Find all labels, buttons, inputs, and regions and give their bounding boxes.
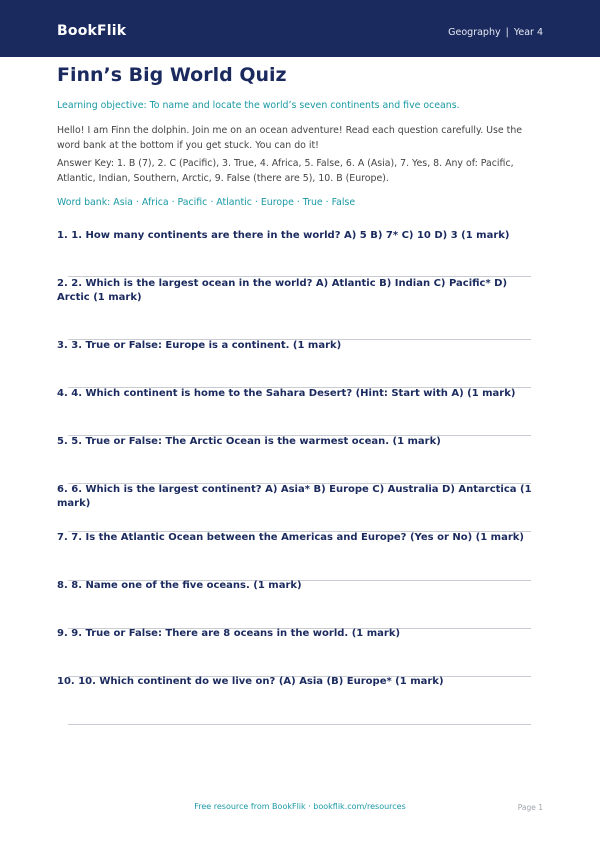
- year-label: Year 4: [513, 27, 543, 38]
- question-4: 4. 4. Which continent is home to the Sahara Desert? (Hint: Start with A) (1 mark): [57, 388, 516, 399]
- word-bank: Word bank: Asia · Africa · Pacific · Atlantic · Europe · True · False: [57, 197, 356, 208]
- question-8: 8. 8. Name one of the five oceans. (1 mark): [57, 580, 302, 591]
- answer-key: Answer Key: 1. B (7), 2. C (Pacific), 3. True, 4. Africa, 5. False, 6. A (Asia), 7. Yes, 8. Any of: Pacific, Atlantic, Indian, Southern, Arctic, 9. False (there are 5), 10. B (Europe).: [57, 158, 514, 184]
- question-2: 2. 2. Which is the largest ocean in the world? A) Atlantic B) Indian C) Pacific* D) Arctic (1 mark): [57, 278, 508, 303]
- brand-logo[interactable]: BookFlik: [57, 23, 127, 39]
- footer-resource-link[interactable]: Free resource from BookFlik · bookflik.com/resources: [194, 802, 406, 811]
- header-meta: [448, 27, 543, 38]
- question-7: 7. 7. Is the Atlantic Ocean between the Americas and Europe? (Yes or No) (1 mark): [57, 532, 524, 543]
- answer-line-10[interactable]: [68, 724, 531, 725]
- question-10: 10. 10. Which continent do we live on? (A) Asia (B) Europe* (1 mark): [57, 676, 444, 687]
- subject-label: Geography: [448, 27, 501, 38]
- question-3: 3. 3. True or False: Europe is a continent. (1 mark): [57, 340, 342, 351]
- header-bar: [0, 0, 600, 57]
- question-6: 6. 6. Which is the largest continent? A) Asia* B) Europe C) Australia D) Antarctica (1 mark): [57, 484, 532, 509]
- header-separator: |: [505, 27, 509, 38]
- intro-text: Hello! I am Finn the dolphin. Join me on an ocean adventure! Read each question carefully. Use the word bank at the bottom if you get stuck. You can do it!: [57, 125, 523, 151]
- learning-objective: Learning objective: To name and locate the world’s seven continents and five oceans.: [57, 100, 460, 111]
- question-9: 9. 9. True or False: There are 8 oceans in the world. (1 mark): [57, 628, 401, 639]
- page-title: Finn’s Big World Quiz: [57, 64, 287, 86]
- page-number: Page 1: [517, 803, 543, 812]
- question-5: 5. 5. True or False: The Arctic Ocean is the warmest ocean. (1 mark): [57, 436, 441, 447]
- question-1: 1. 1. How many continents are there in the world? A) 5 B) 7* C) 10 D) 3 (1 mark): [57, 230, 510, 241]
